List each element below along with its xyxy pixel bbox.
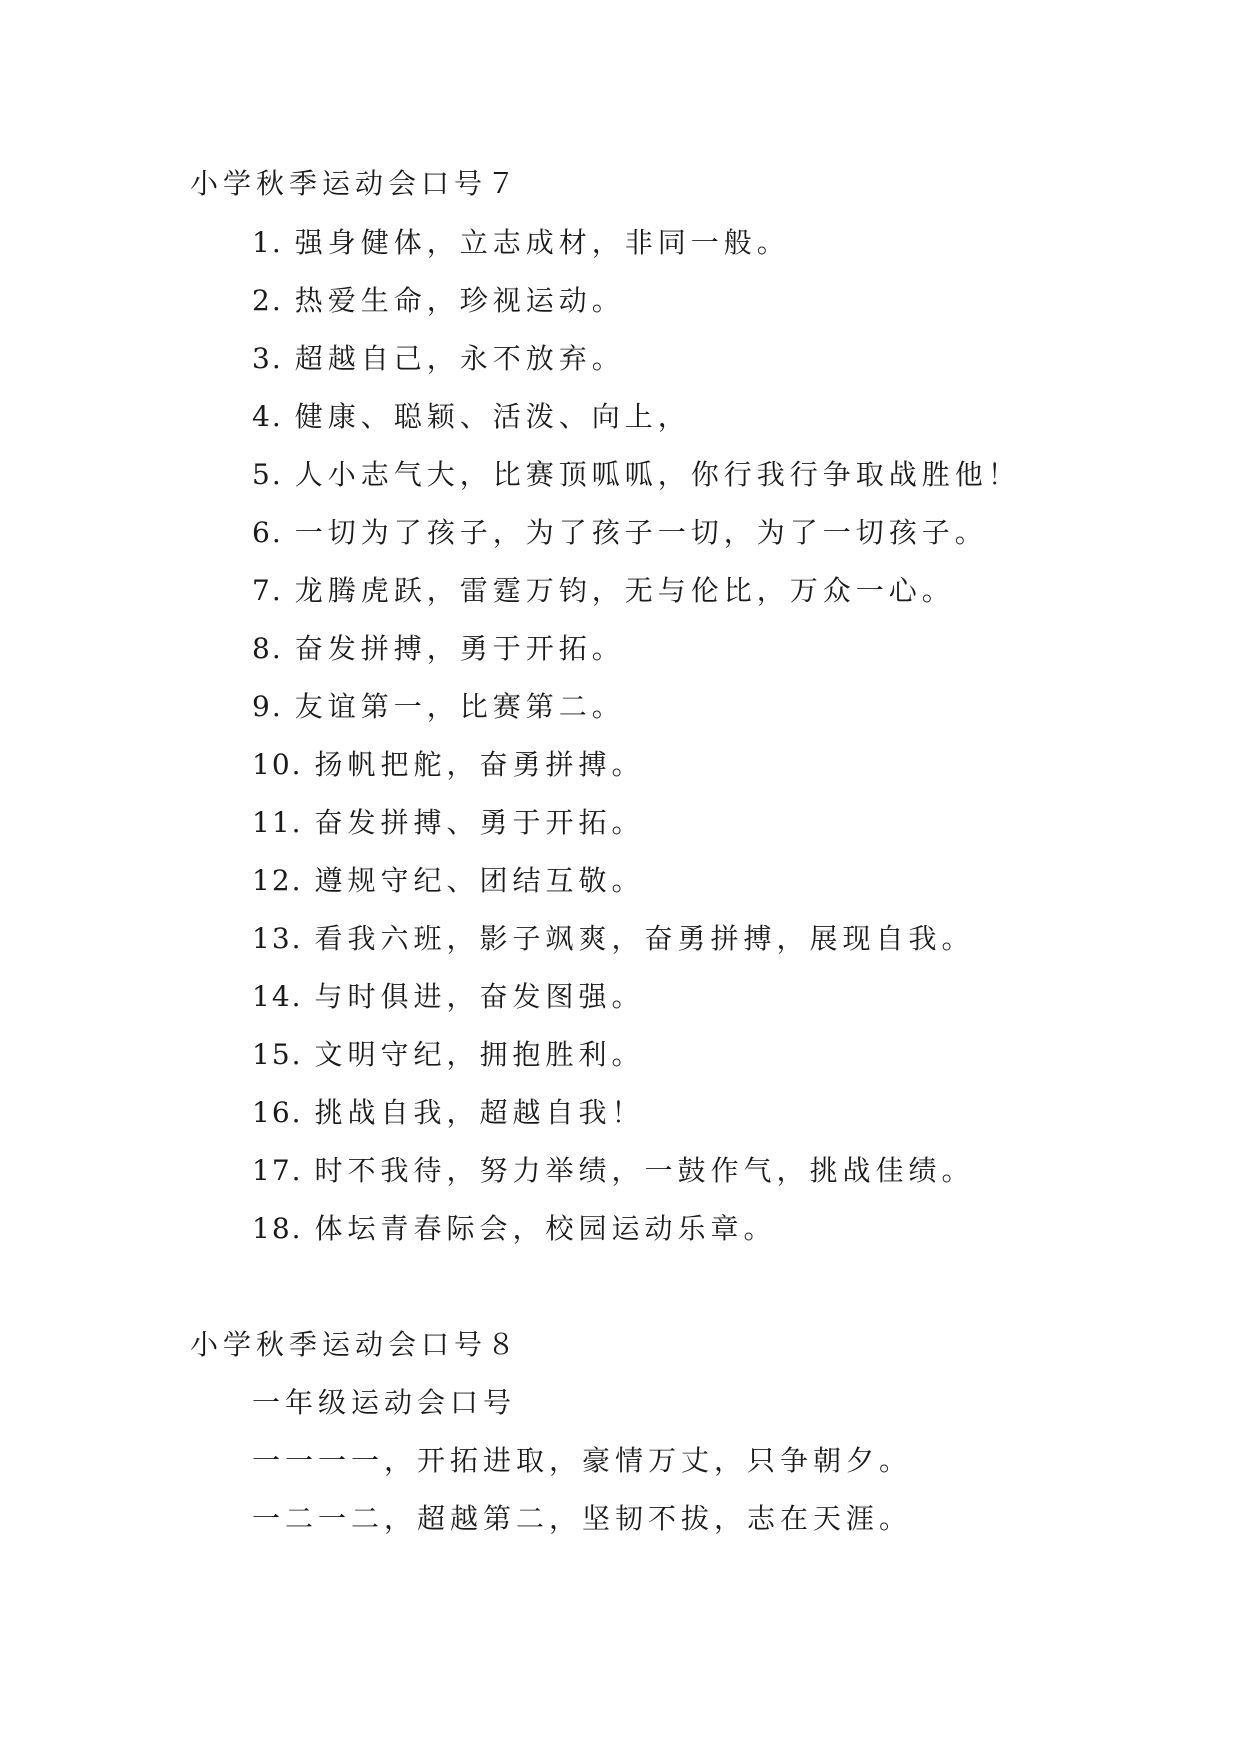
slogan-line: 一一一一，开拓进取，豪情万丈，只争朝夕。 xyxy=(252,1444,913,1477)
slogan-number: 13. xyxy=(252,922,303,955)
slogan-text: 热爱生命，珍视运动。 xyxy=(294,284,625,317)
slogan-line: 一二一二，超越第二，坚韧不拔，志在天涯。 xyxy=(252,1502,913,1535)
slogan-number: 3. xyxy=(252,342,283,375)
slogan-number: 10. xyxy=(252,748,303,781)
slogan-item xyxy=(252,339,625,379)
slogan-item xyxy=(252,803,645,843)
slogan-text: 与时俱进，奋发图强。 xyxy=(314,980,645,1013)
slogan-item xyxy=(252,455,1021,495)
slogan-item xyxy=(252,977,645,1017)
slogan-text: 龙腾虎跃，雷霆万钧，无与伦比，万众一心。 xyxy=(294,574,955,607)
slogan-item xyxy=(252,1209,777,1249)
section-8-subtitle: 一年级运动会口号 xyxy=(252,1386,517,1419)
slogan-text: 文明守纪，拥抱胜利。 xyxy=(314,1038,645,1071)
slogan-text: 一切为了孩子，为了孩子一切，为了一切孩子。 xyxy=(294,516,988,549)
slogan-text: 健康、聪颖、活泼、向上， xyxy=(294,400,691,433)
slogan-item xyxy=(252,223,790,263)
slogan-text: 体坛青春际会，校园运动乐章。 xyxy=(314,1212,777,1245)
slogan-number: 5. xyxy=(252,458,283,491)
slogan-number: 9. xyxy=(252,690,283,723)
slogan-number: 7. xyxy=(252,574,283,607)
slogan-text: 时不我待，努力举绩，一鼓作气，挑战佳绩。 xyxy=(314,1154,975,1187)
slogan-number: 16. xyxy=(252,1096,303,1129)
slogan-number: 4. xyxy=(252,400,283,433)
slogan-item xyxy=(252,919,975,959)
slogan-number: 6. xyxy=(252,516,283,549)
slogan-number: 17. xyxy=(252,1154,303,1187)
slogan-item xyxy=(252,861,645,901)
slogan-item xyxy=(252,745,645,785)
section-7-title: 小学秋季运动会口号７ xyxy=(190,167,521,200)
slogan-item xyxy=(252,1093,645,1133)
slogan-item xyxy=(252,629,625,669)
slogan-number: 11. xyxy=(252,806,303,839)
slogan-number: 8. xyxy=(252,632,283,665)
slogan-number: 1. xyxy=(252,226,283,259)
slogan-text: 奋发拼搏，勇于开拓。 xyxy=(294,632,625,665)
slogan-item xyxy=(252,571,955,611)
slogan-number: 15. xyxy=(252,1038,303,1071)
slogan-number: 12. xyxy=(252,864,303,897)
slogan-item xyxy=(252,281,625,321)
slogan-number: 14. xyxy=(252,980,303,1013)
slogan-text: 看我六班，影子飒爽，奋勇拼搏，展现自我。 xyxy=(314,922,975,955)
slogan-text: 友谊第一，比赛第二。 xyxy=(294,690,625,723)
slogan-number: 18. xyxy=(252,1212,303,1245)
slogan-item xyxy=(252,1035,645,1075)
slogan-text: 挑战自我，超越自我！ xyxy=(314,1096,645,1129)
section-8-title: 小学秋季运动会口号８ xyxy=(190,1328,521,1361)
slogan-text: 超越自己，永不放弃。 xyxy=(294,342,625,375)
slogan-number: 2. xyxy=(252,284,283,317)
slogan-item xyxy=(252,397,691,437)
slogan-item xyxy=(252,1151,975,1191)
slogan-text: 奋发拼搏、勇于开拓。 xyxy=(314,806,645,839)
slogan-text: 强身健体，立志成材，非同一般。 xyxy=(294,226,790,259)
slogan-text: 遵规守纪、团结互敬。 xyxy=(314,864,645,897)
slogan-item xyxy=(252,513,988,553)
slogan-text: 人小志气大，比赛顶呱呱，你行我行争取战胜他！ xyxy=(294,458,1021,491)
slogan-item xyxy=(252,687,625,727)
slogan-text: 扬帆把舵，奋勇拼搏。 xyxy=(314,748,645,781)
